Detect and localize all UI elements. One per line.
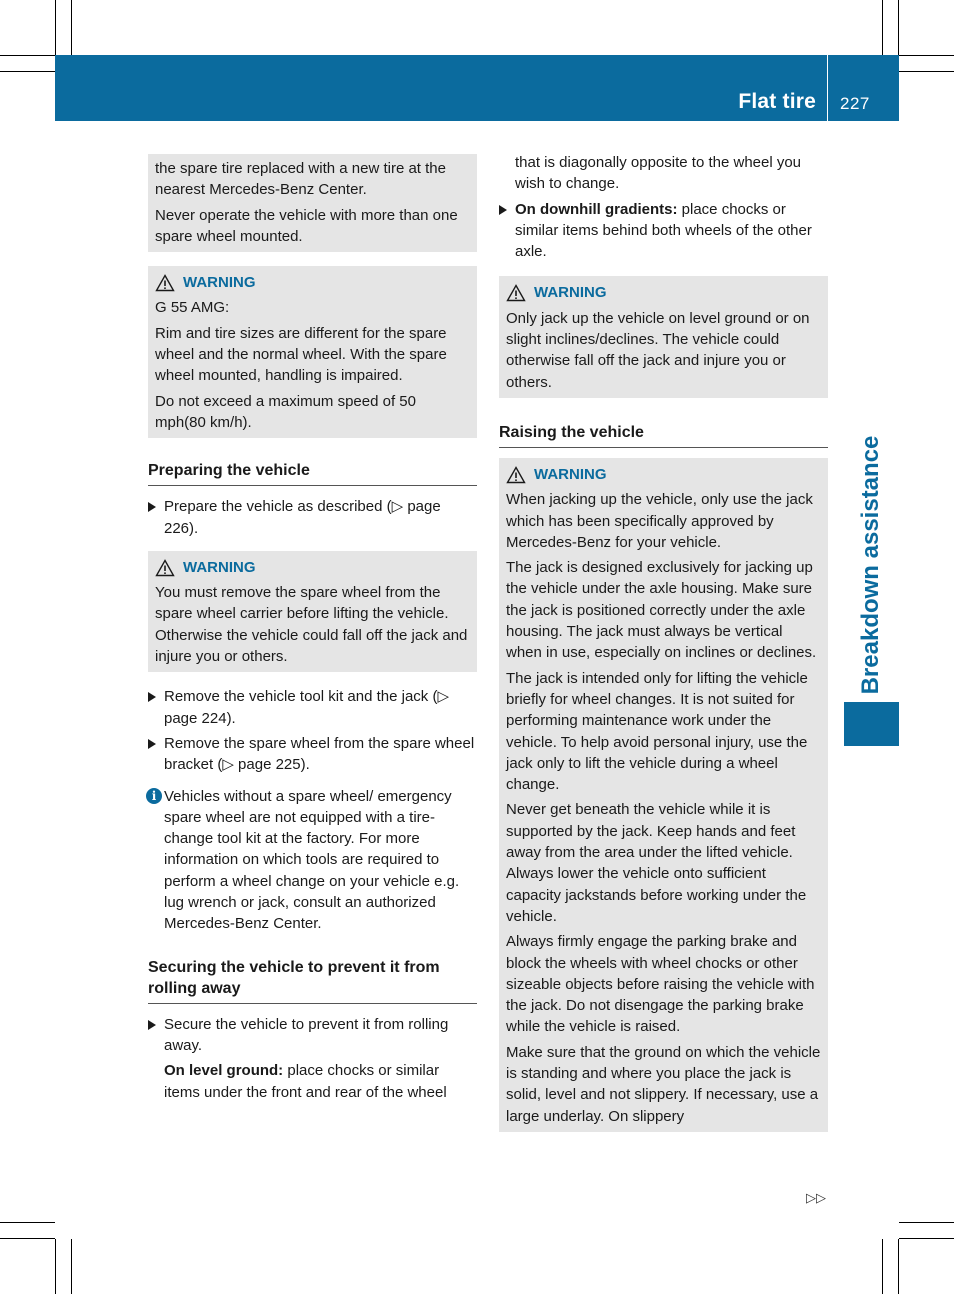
warning-text: Always firmly engage the parking brake and block the wheels with wheel chocks or other sizeable objects before raising the vehicle with the jack. Do not disengage the parking brake while the vehicle is raised. <box>506 933 815 1036</box>
crop-mark <box>899 1238 954 1239</box>
warning-box <box>499 276 828 397</box>
warning-text: Make sure that the ground on which the vehicle is standing and where you place the jack is solid, level and not slippery. If necessary, use a large underlay. On slippery <box>506 1043 821 1125</box>
bullet-triangle-icon <box>148 502 156 512</box>
crop-mark <box>55 0 56 55</box>
crop-mark <box>0 55 55 56</box>
step-text: Prepare the vehicle as described (▷ page 226). <box>164 498 441 537</box>
section-heading: Preparing the vehicle <box>148 460 477 486</box>
warning-box <box>148 266 477 438</box>
step-detail: that is diagonally opposite to the wheel you wish to change. <box>515 154 802 193</box>
step-item <box>148 733 477 776</box>
step-detail-text: place chocks or similar items under the front and rear of the wheel <box>164 1062 447 1101</box>
bullet-triangle-icon <box>148 692 156 702</box>
warning-triangle-icon <box>155 274 175 292</box>
step-text: Remove the vehicle tool kit and the jack (▷ page 224). <box>164 688 450 727</box>
step-item <box>499 199 828 263</box>
warning-text: You must remove the spare wheel from the spare wheel carrier before lifting the vehicle. Otherwise the vehicle could fall off the jack and injure you or others. <box>155 584 468 666</box>
crop-mark <box>55 1239 56 1294</box>
continued-marker: ▷▷ <box>806 1190 826 1205</box>
crop-mark <box>898 1239 899 1294</box>
note-box <box>148 154 477 252</box>
crop-mark <box>898 0 899 55</box>
step-item <box>148 1014 477 1057</box>
crop-mark <box>899 71 954 72</box>
step-text: Secure the vehicle to prevent it from rolling away. <box>164 1015 449 1054</box>
crop-mark <box>0 1238 55 1239</box>
info-icon: i <box>146 788 162 804</box>
warning-triangle-icon <box>506 284 526 302</box>
crop-mark <box>0 71 55 72</box>
crop-mark <box>882 0 883 55</box>
warning-box <box>499 458 828 1132</box>
step-item <box>148 496 477 539</box>
bullet-triangle-icon <box>148 1020 156 1030</box>
side-tab-block <box>844 702 899 746</box>
step-detail-text: place chocks or similar items behind both wheels of the other axle. <box>515 200 812 261</box>
warning-text: When jacking up the vehicle, only use the jack which has been specifically approved by Mercedes-Benz for your vehicle. <box>506 491 813 551</box>
crop-mark <box>71 1239 72 1294</box>
step-detail <box>148 1060 477 1103</box>
page-title: Flat tire <box>738 90 816 113</box>
warning-text: Rim and tire sizes are different for the spare wheel and the normal wheel. With the spare wheel mounted, handling is impaired. <box>155 324 447 385</box>
step-detail-label: On downhill gradients: <box>515 200 678 218</box>
warning-text: The jack is intended only for lifting the vehicle briefly for wheel changes. It is not suited for performing maintenance work under the vehicle. To help avoid personal injury, use the jack only to lift the vehicle during a wheel change. <box>506 669 808 794</box>
info-text: Vehicles without a spare wheel/ emergency spare wheel are not equipped with a tire-change tool kit at the factory. For more information on which tools are required to perform a wheel change on your vehicle e.g. lug wrench or jack, consult an authorized Mercedes-Benz Center. <box>164 787 460 933</box>
warning-triangle-icon <box>155 559 175 577</box>
warning-text: Do not exceed a maximum speed of 50 mph(80 km/h). <box>155 392 416 431</box>
warning-header <box>155 557 470 578</box>
warning-text: Only jack up the vehicle on level ground or on slight inclines/declines. The vehicle could otherwise fall off the jack and injure you or others. <box>506 309 810 391</box>
warning-label: WARNING <box>534 284 607 302</box>
page-number: 227 <box>840 94 870 113</box>
warning-text: G 55 AMG: <box>155 299 230 317</box>
warning-triangle-icon <box>506 466 526 484</box>
step-text: Remove the spare wheel from the spare wheel bracket (▷ page 225). <box>164 734 475 774</box>
crop-mark <box>899 1222 954 1223</box>
warning-header <box>506 464 821 485</box>
crop-mark <box>71 0 72 55</box>
header-divider <box>827 55 828 121</box>
warning-text: Never get beneath the vehicle while it is supported by the jack. Keep hands and feet away from the area under the lifted vehicle. Always lower the vehicle onto sufficient capacity jackstands before working under the vehicle. <box>506 801 807 925</box>
step-item <box>148 686 477 729</box>
crop-mark <box>0 1222 55 1223</box>
section-heading: Securing the vehicle to prevent it from rolling away <box>148 957 477 1004</box>
bullet-triangle-icon <box>499 205 507 215</box>
step-detail-label: On level ground: <box>164 1062 284 1080</box>
left-column <box>148 154 477 1107</box>
crop-mark <box>899 55 954 56</box>
note-text: Never operate the vehicle with more than one spare wheel mounted. <box>155 206 458 245</box>
right-column <box>499 152 828 1146</box>
section-heading: Raising the vehicle <box>499 422 828 448</box>
bullet-triangle-icon <box>148 739 156 749</box>
warning-header <box>506 282 821 303</box>
side-tab-label: Breakdown assistance <box>857 435 884 695</box>
warning-text: The jack is designed exclusively for jacking up the vehicle under the axle housing. Make sure the jack is positioned correctly under the axle housing. The jack must always be vertical when in use, especially on inclines or declines. <box>506 559 817 662</box>
info-note <box>148 786 477 935</box>
warning-header <box>155 272 470 293</box>
note-text: the spare tire replaced with a new tire at the nearest Mercedes-Benz Center. <box>155 160 446 199</box>
warning-label: WARNING <box>534 465 607 483</box>
warning-label: WARNING <box>183 558 256 576</box>
warning-box <box>148 551 477 672</box>
warning-label: WARNING <box>183 274 256 292</box>
crop-mark <box>882 1239 883 1294</box>
